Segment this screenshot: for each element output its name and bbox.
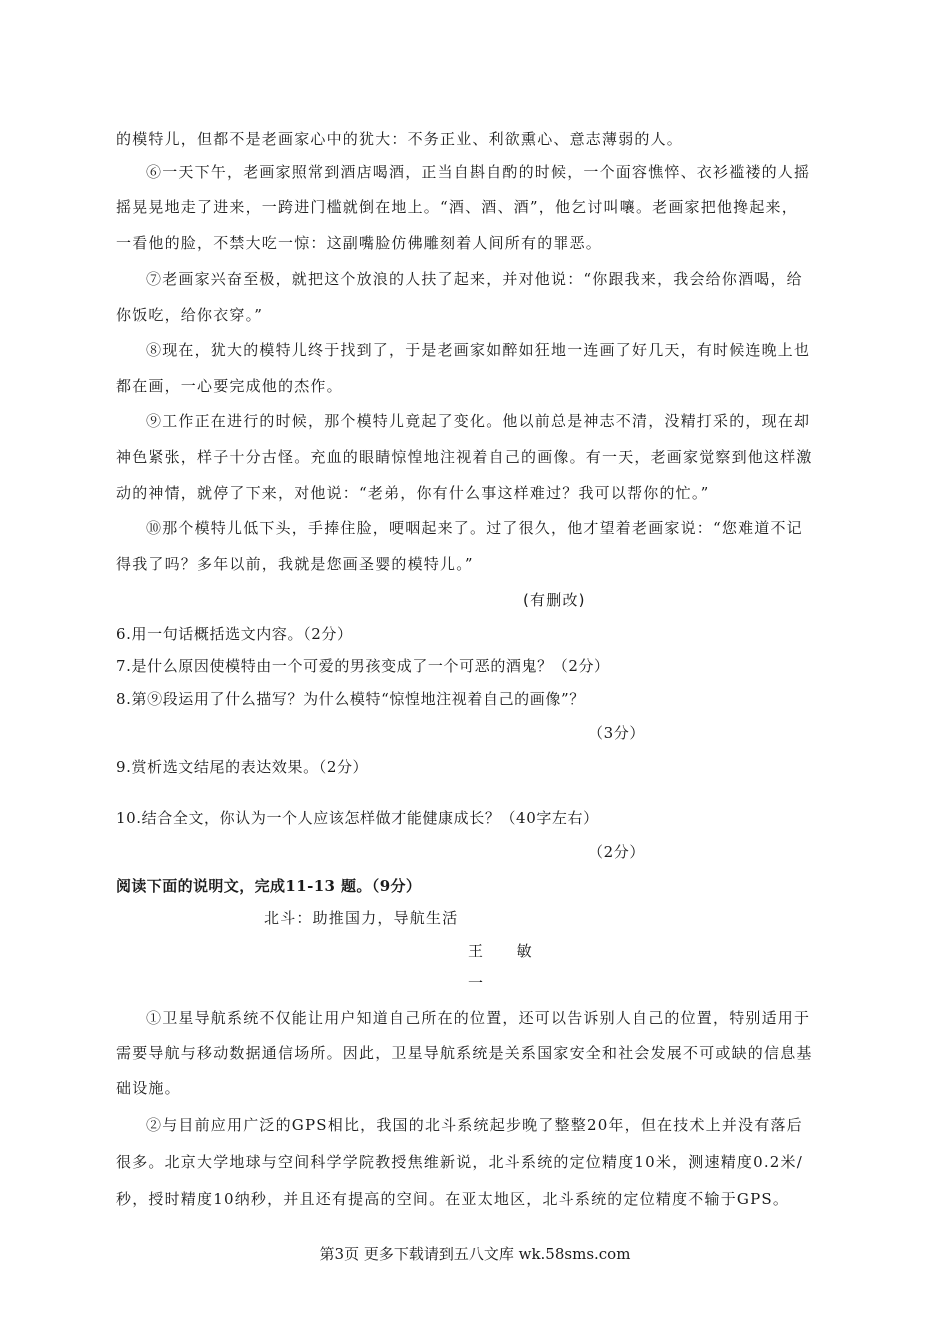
passage-line: 动的神情，就停了下来，对他说：“老弟，你有什么事这样难过？我可以帮你的忙。” — [116, 484, 710, 502]
article-paragraph-2: ②与目前应用广泛的GPS相比，我国的北斗系统起步晚了整整20年，但在技术上并没有落后 — [146, 1116, 803, 1134]
paragraph-8: ⑧现在，犹大的模特儿终于找到了，于是老画家如醉如狂地一连画了好几天，有时候连晚上也 — [146, 341, 811, 359]
article-author: 王 敏 — [468, 942, 533, 960]
article-line: 需要导航与移动数据通信场所。因此，卫星导航系统是关系国家安全和社会发展不可或缺的信息基 — [116, 1044, 813, 1062]
passage-line: 摇晃晃地走了进来，一跨进门槛就倒在地上。“酒、酒、酒”，他乞讨叫嚷。老画家把他搀起来， — [116, 198, 798, 216]
passage-line: 得我了吗？多年以前，我就是您画圣婴的模特儿。” — [116, 555, 474, 573]
article-part-number: 一 — [468, 974, 485, 992]
question-7: 7.是什么原因使模特由一个可爱的男孩变成了一个可恶的酒鬼？（2分） — [116, 657, 610, 675]
paragraph-7: ⑦老画家兴奋至极，就把这个放浪的人扶了起来，并对他说：“你跟我来，我会给你酒喝，给 — [146, 270, 803, 288]
paragraph-6: ⑥一天下午，老画家照常到酒店喝酒，正当自斟自酌的时候，一个面容憔悴、衣衫褴褛的人摇 — [146, 163, 811, 181]
page-footer: 第3页 更多下载请到五八文库 wk.58sms.com — [319, 1245, 631, 1263]
passage-line: 一看他的脸，不禁大吃一惊：这副嘴脸仿佛雕刻着人间所有的罪恶。 — [116, 234, 603, 252]
passage-line: 你饭吃，给你衣穿。” — [116, 306, 264, 324]
passage-line: 神色紧张，样子十分古怪。充血的眼睛惊惶地注视着自己的画像。有一天，老画家觉察到他这样激 — [116, 448, 813, 466]
paragraph-9: ⑨工作正在进行的时候，那个模特儿竟起了变化。他以前总是神志不清，没精打采的，现在却 — [146, 412, 811, 430]
question-8: 8.第⑨段运用了什么描写？为什么模特“惊惶地注视着自己的画像”？ — [116, 690, 585, 708]
paragraph-10: ⑩那个模特儿低下头，手捧住脸，哽咽起来了。过了很久，他才望着老画家说：“您难道不记 — [146, 519, 803, 537]
question-10-score: （2分） — [588, 843, 645, 861]
passage-line: 都在画，一心要完成他的杰作。 — [116, 377, 343, 395]
question-9: 9.赏析选文结尾的表达效果。（2分） — [116, 758, 369, 776]
article-line: 础设施。 — [116, 1079, 181, 1097]
question-6: 6.用一句话概括选文内容。（2分） — [116, 625, 353, 643]
section-instruction: 阅读下面的说明文，完成11-13 题。（9分） — [116, 877, 422, 895]
question-10: 10.结合全文，你认为一个人应该怎样做才能健康成长？（40字左右） — [116, 809, 599, 827]
article-title: 北斗：助推国力，导航生活 — [264, 909, 459, 927]
article-line: 很多。北京大学地球与空间科学学院教授焦维新说，北斗系统的定位精度10米，测速精度0.2米/ — [116, 1153, 803, 1171]
edit-note: (有删改) — [523, 591, 586, 609]
article-line: 秒，授时精度10纳秒，并且还有提高的空间。在亚太地区，北斗系统的定位精度不输于GPS。 — [116, 1190, 790, 1208]
passage-line: 的模特儿，但都不是老画家心中的犹大：不务正业、利欲熏心、意志薄弱的人。 — [116, 130, 684, 148]
question-8-score: （3分） — [588, 724, 645, 742]
article-paragraph-1: ①卫星导航系统不仅能让用户知道自己所在的位置，还可以告诉别人自己的位置，特别适用于 — [146, 1009, 811, 1027]
